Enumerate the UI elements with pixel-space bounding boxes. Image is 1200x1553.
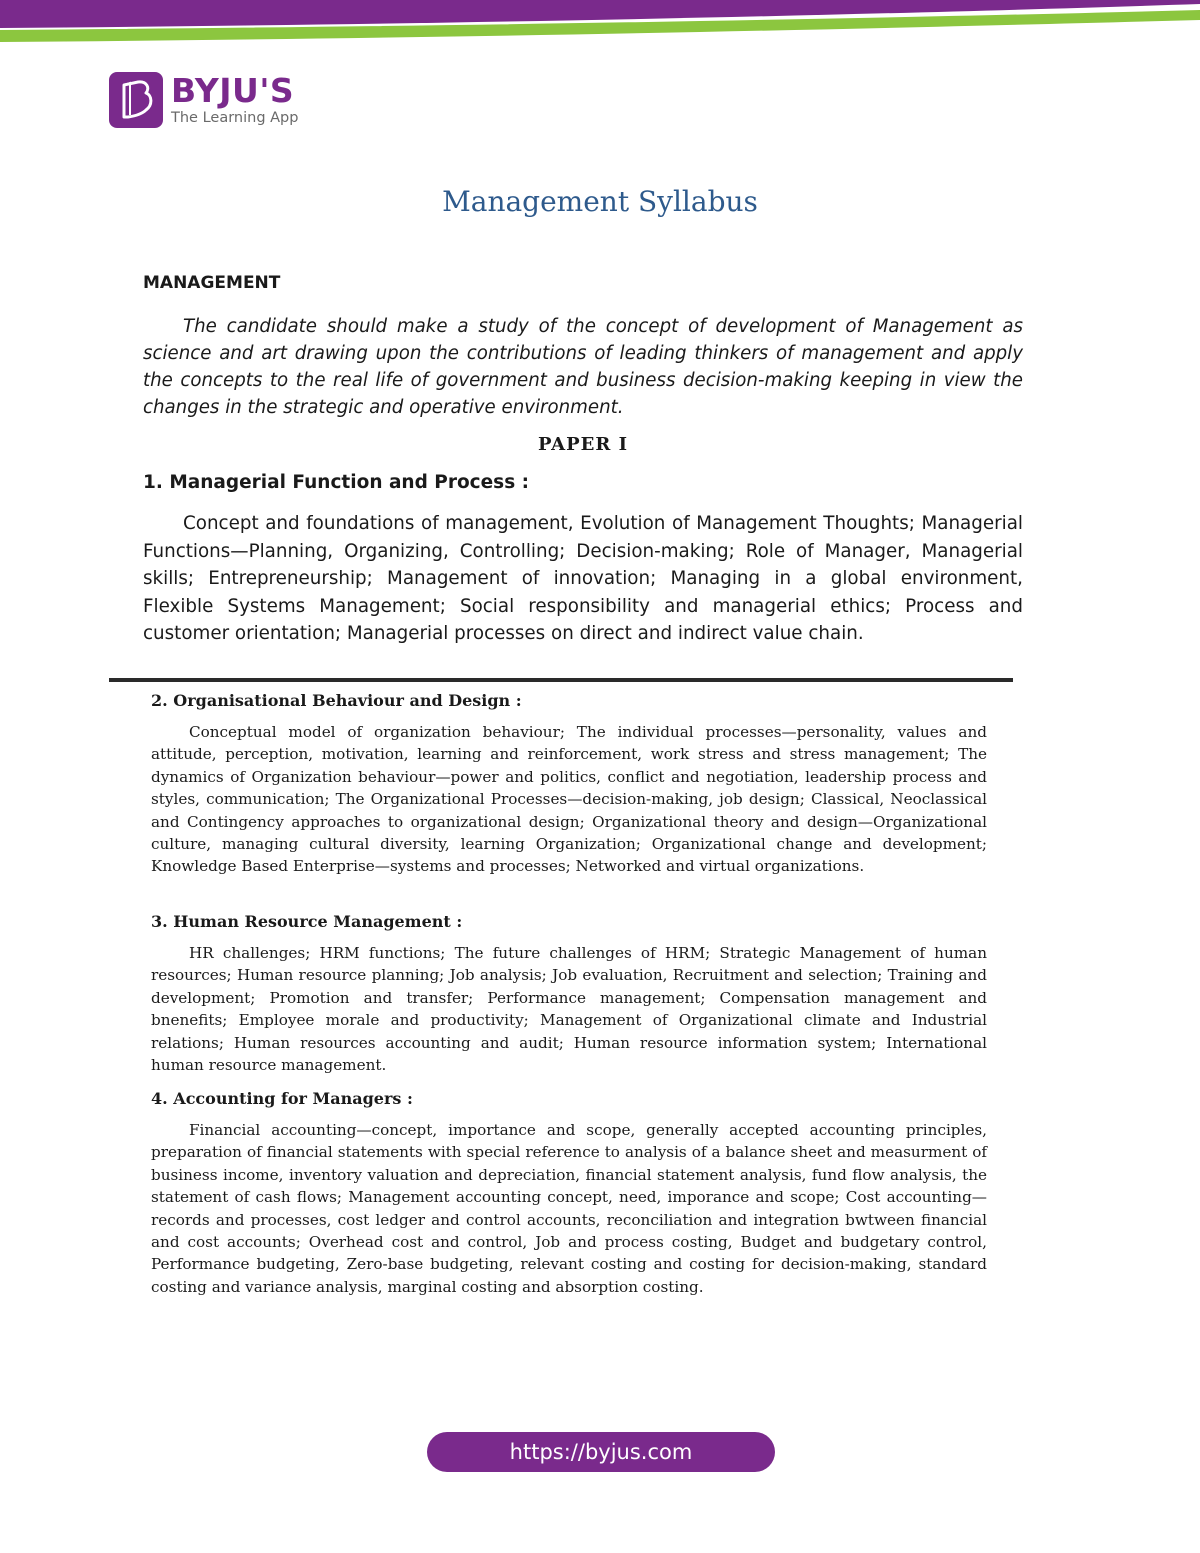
top-decorative-band (0, 0, 1200, 46)
footer-url[interactable]: https://byjus.com (509, 1440, 693, 1464)
section-2-heading: 2. Organisational Behaviour and Design : (151, 691, 522, 710)
footer-link-button[interactable] (427, 1432, 775, 1472)
section-3-body: HR challenges; HRM functions; The future challenges of HRM; Strategic Management of human resources; Human resource planning; Job analysis; Job evaluation, Recruitment and selection; Training and development; Promotion and transfer; Performance management; Compensation management and bnenefits; Employee morale and productivity; Management of Organizational climate and Industrial relations; Human resources accounting and audit; Human resource information system; International human resource management. (151, 944, 987, 1075)
section-4-heading: 4. Accounting for Managers : (151, 1089, 413, 1108)
brand-tagline: The Learning App (171, 109, 299, 126)
section-3 (151, 912, 987, 1076)
section-4-body: Financial accounting—concept, importance and scope, generally accepted accounting principles, preparation of financial statements with special reference to analysis of a balance sheet and measurment of business income, inventory valuation and depreciation, financial statement analysis, fund flow analysis, the statement of cash flows; Management accounting concept, need, imporance and scope; Cost accounting—records and processes, cost ledger and control accounts, reconciliation and integration bwtween financial and cost accounts; Overhead cost and control, Job and process costing, Budget and budgetary control, Performance budgeting, Zero-base budgeting, relevant costing and costing for decision-making, standard costing and variance analysis, marginal costing and absorption costing. (151, 1121, 987, 1296)
byjus-logo-icon (109, 72, 163, 128)
paper-label: PAPER I (537, 434, 629, 455)
section-4 (151, 1089, 987, 1298)
section-1-body: Concept and foundations of management, Evolution of Management Thoughts; Managerial Functions—Planning, Organizing, Controlling; Decision-making; Role of Manager, Managerial skills; Entrepreneurship; Management of innovation; Managing in a global environment, Flexible Systems Management; Social responsibility and managerial ethics; Process and customer orientation; Managerial processes on direct and indirect value chain. (143, 513, 1023, 644)
brand-name: BYJU'S (171, 70, 295, 110)
section-2-body: Conceptual model of organization behaviour; The individual processes—personality, values and attitude, perception, motivation, learning and reinforcement, work stress and stress management; The dynamics of Organization behaviour—power and politics, conflict and negotiation, leadership process and styles, communication; The Organizational Processes—decision-making, job design; Classical, Neoclassical and Contingency approaches to organizational design; Organizational theory and design—Organizational culture, managing cultural diversity, learning Organization; Organizational change and development; Knowledge Based Enterprise—systems and processes; Networked and virtual organizations. (151, 723, 987, 876)
intro-paragraph: The candidate should make a study of the concept of development of Management as science and art drawing upon the contributions of leading thinkers of management and apply the concepts to the real life of government and business decision-making keeping in view the changes in the strategic and operative environment. (143, 316, 1023, 418)
section-heading-management: MANAGEMENT (143, 273, 281, 293)
page-divider (109, 678, 1013, 682)
section-1-heading: 1. Managerial Function and Process : (143, 472, 530, 493)
section-2 (151, 691, 987, 878)
brand-logo[interactable] (109, 72, 298, 128)
document-title: Management Syllabus (442, 185, 758, 218)
section-3-heading: 3. Human Resource Management : (151, 912, 463, 931)
